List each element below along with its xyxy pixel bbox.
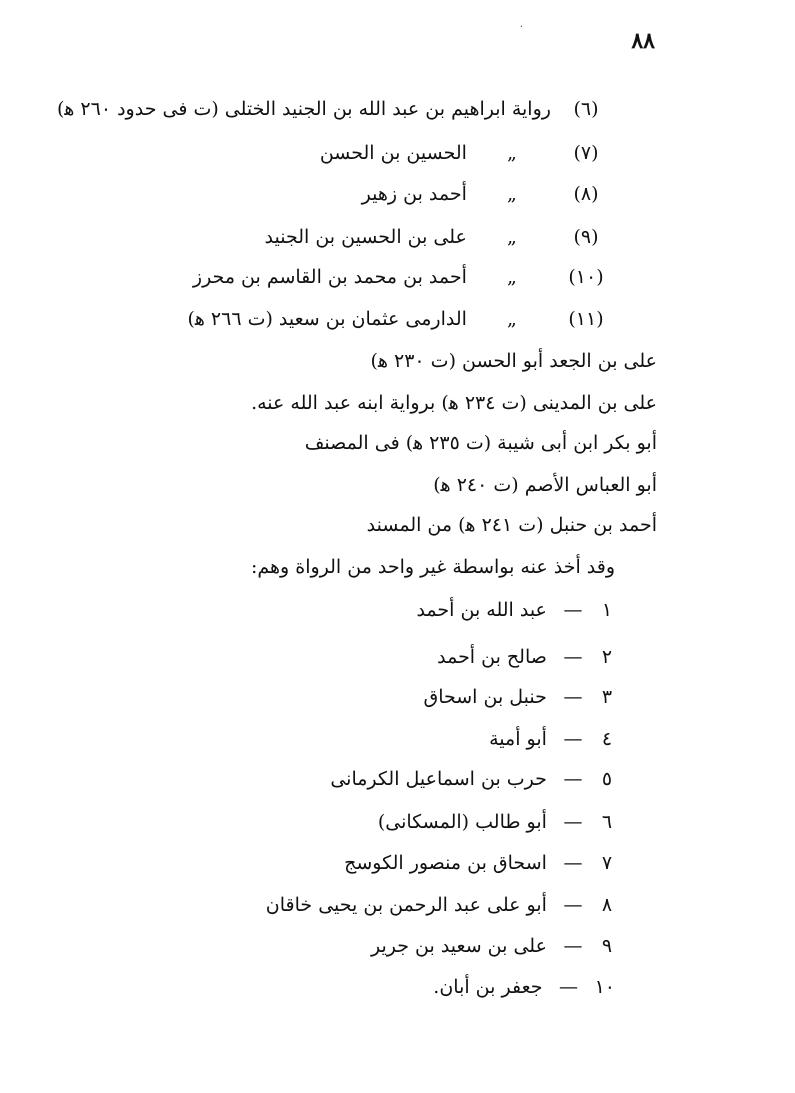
narrator-name: حرب بن اسماعيل الكرمانى bbox=[330, 768, 547, 790]
item-number: ٢ bbox=[601, 646, 613, 668]
dash-separator: — bbox=[563, 599, 583, 621]
dash-separator: — bbox=[563, 646, 583, 668]
narrator-item-1 bbox=[416, 597, 615, 623]
ditto-mark: „ bbox=[507, 183, 517, 205]
dash-separator: — bbox=[563, 852, 583, 874]
line-text: رواية ابراهيم بن عبد الله بن الجنيد الختلى (ت فى حدود ٢٦٠ ﻫ) bbox=[56, 98, 551, 120]
paragraph-abu-bakr-ibn-abi-shayba: أبو بكر ابن أبى شيبة (ت ٢٣٥ ﻫ) فى المصنف bbox=[304, 432, 657, 454]
narrator-item-7 bbox=[344, 850, 615, 876]
ditto-mark: „ bbox=[507, 226, 517, 248]
narrator-item-8 bbox=[266, 892, 615, 918]
line-number: (١١) bbox=[568, 308, 604, 330]
narrator-item-10 bbox=[433, 974, 615, 1000]
narrator-name: على بن سعيد بن جرير bbox=[370, 935, 547, 957]
item-number: ١ bbox=[601, 599, 613, 621]
item-number: ٣ bbox=[601, 686, 613, 708]
dash-separator: — bbox=[563, 935, 583, 957]
paragraph-abu-al-abbas-al-asamm: أبو العباس الأصم (ت ٢٤٠ ﻫ) bbox=[433, 474, 657, 496]
numbered-line-6 bbox=[57, 96, 615, 122]
narrator-name: أبو أمية bbox=[489, 728, 547, 750]
numbered-line-7 bbox=[320, 140, 615, 166]
item-number: ١٠ bbox=[594, 976, 615, 998]
dash-separator: — bbox=[563, 686, 583, 708]
ditto-mark: „ bbox=[507, 266, 517, 288]
narrator-name: حنبل بن اسحاق bbox=[423, 686, 547, 708]
line-number: (١٠) bbox=[568, 266, 604, 288]
line-text: أحمد بن محمد بن القاسم بن محرز bbox=[192, 266, 467, 288]
item-number: ٤ bbox=[601, 728, 613, 750]
item-number: ٨ bbox=[601, 894, 613, 916]
line-text: أحمد بن زهير bbox=[361, 183, 467, 205]
dash-separator: — bbox=[563, 768, 583, 790]
dash-separator: — bbox=[563, 811, 583, 833]
narrator-name: عبد الله بن أحمد bbox=[416, 599, 547, 621]
intro-sentence: وقد أخذ عنه بواسطة غير واحد من الرواة وهم: bbox=[250, 556, 615, 578]
dash-separator: — bbox=[563, 894, 583, 916]
page-number: ٨٨ bbox=[631, 28, 655, 54]
narrator-item-3 bbox=[423, 684, 615, 710]
line-text: الدارمى عثمان بن سعيد (ت ٢٦٦ ﻫ) bbox=[187, 308, 467, 330]
line-text: على بن الحسين بن الجنيد bbox=[264, 226, 467, 248]
numbered-line-10 bbox=[193, 264, 615, 290]
item-number: ٦ bbox=[601, 811, 613, 833]
narrator-item-9 bbox=[371, 933, 615, 959]
narrator-item-4 bbox=[489, 726, 615, 752]
dash-separator: — bbox=[559, 976, 579, 998]
numbered-line-9 bbox=[265, 224, 615, 250]
item-number: ٩ bbox=[601, 935, 613, 957]
line-text: الحسين بن الحسن bbox=[319, 142, 467, 164]
item-number: ٧ bbox=[601, 852, 613, 874]
numbered-line-11 bbox=[187, 306, 615, 332]
numbered-line-8 bbox=[362, 181, 615, 207]
narrator-item-6 bbox=[378, 809, 615, 835]
narrator-item-2 bbox=[437, 644, 615, 670]
narrator-name: صالح بن أحمد bbox=[437, 646, 547, 668]
line-number: (٩) bbox=[573, 226, 599, 248]
paragraph-ahmad-ibn-hanbal: أحمد بن حنبل (ت ٢٤١ ﻫ) من المسند bbox=[366, 514, 657, 536]
dash-separator: — bbox=[563, 728, 583, 750]
paragraph-ali-ibn-al-jad: على بن الجعد أبو الحسن (ت ٢٣٠ ﻫ) bbox=[370, 350, 657, 372]
line-number: (٨) bbox=[573, 183, 599, 205]
ditto-mark: „ bbox=[507, 142, 517, 164]
line-number: (٧) bbox=[573, 142, 599, 164]
narrator-name: جعفر بن أبان. bbox=[433, 976, 543, 998]
ditto-mark: „ bbox=[507, 308, 517, 330]
speck-mark: · bbox=[519, 22, 523, 33]
narrator-name: أبو طالب (المسكانى) bbox=[377, 811, 547, 833]
narrator-item-5 bbox=[330, 766, 615, 792]
item-number: ٥ bbox=[601, 768, 613, 790]
narrator-name: أبو على عبد الرحمن بن يحيى خاقان bbox=[265, 894, 547, 916]
paragraph-ali-ibn-al-madini: على بن المدينى (ت ٢٣٤ ﻫ) برواية ابنه عبد الله عنه. bbox=[251, 392, 657, 414]
narrator-name: اسحاق بن منصور الكوسج bbox=[344, 852, 547, 874]
line-number: (٦) bbox=[573, 98, 599, 120]
